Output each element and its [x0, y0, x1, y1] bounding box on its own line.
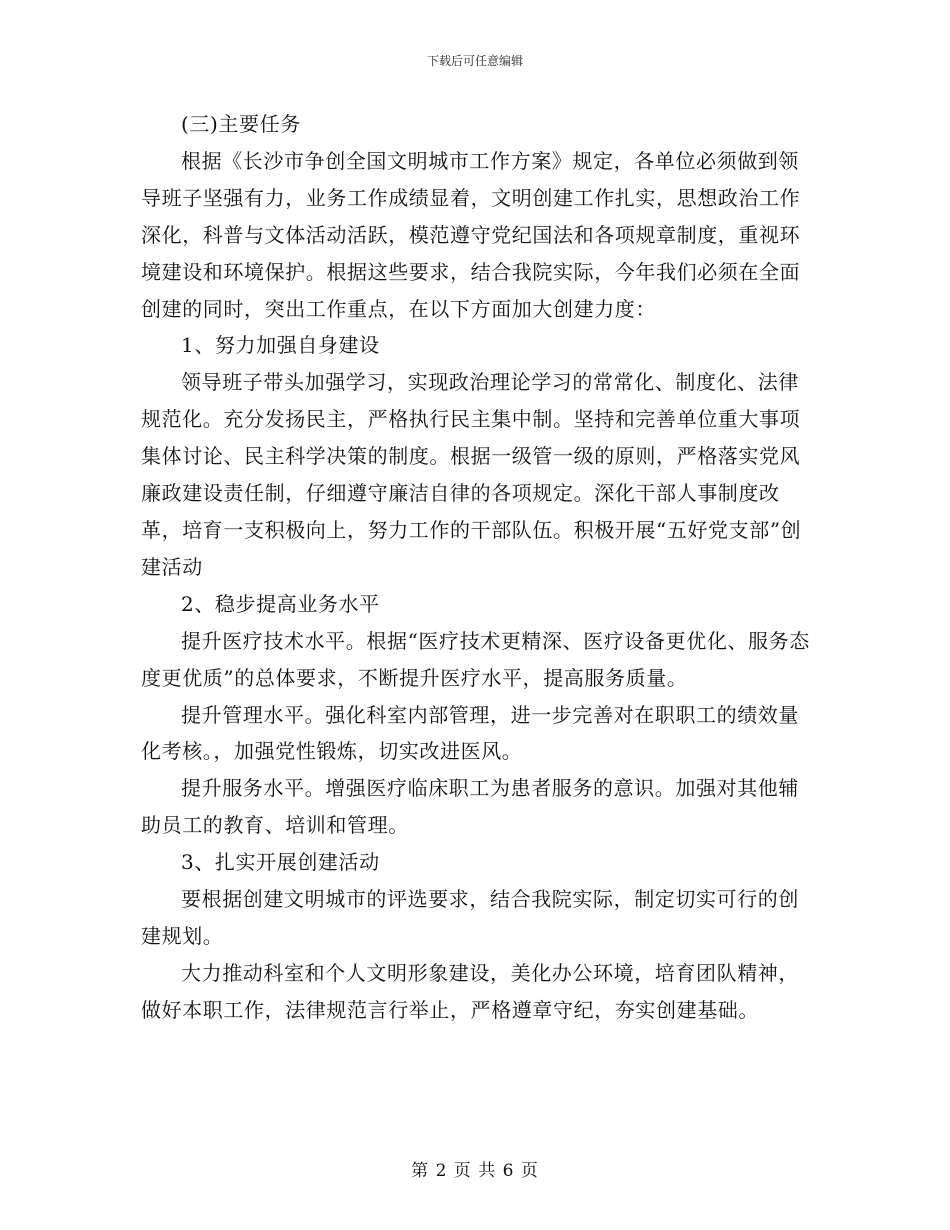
paragraph-intro: 根据《长沙市争创全国文明城市工作方案》规定，各单位必须做到领导班子坚强有力，业务工作成绩显着，文明创建工作扎实，思想政治工作深化，科普与文体活动活跃，模范遵守党纪国法和各项规章制度，重视环境建设和环境保护。根据这些要求，结合我院实际，今年我们必须在全面创建的同时，突出工作重点，在以下方面加大创建力度：: [141, 148, 801, 321]
paragraph-plan: 要根据创建文明城市的评选要求，结合我院实际，制定切实可行的创建规划。: [141, 887, 799, 948]
paragraph-image-building: 大力推动科室和个人文明形象建设，美化办公环境，培育团队精神，做好本职工作，法律规范言行举止，严格遵章守纪，夯实创建基础。: [141, 960, 799, 1022]
subheading-business-level: 2、稳步提高业务水平: [181, 591, 380, 616]
subheading-creation-activities: 3、扎实开展创建活动: [181, 850, 380, 875]
paragraph-leadership: 领导班子带头加强学习，实现政治理论学习的常常化、制度化、法律规范化。充分发扬民主，严格执行民主集中制。坚持和完善单位重大事项集体讨论、民主科学决策的制度。根据一级管一级的原则，严格落实党风廉政建设责任制，仔细遵守廉洁自律的各项规定。深化干部人事制度改革，培育一支积极向上，努力工作的干部队伍。积极开展“五好党支部”创建活动: [141, 370, 802, 579]
page-number-footer: 第 2 页 共 6 页: [411, 1161, 539, 1181]
page-header-note: 下载后可任意编辑: [426, 54, 523, 68]
section-heading-main-tasks: (三)主要任务: [181, 112, 301, 136]
subheading-self-building: 1、努力加强自身建设: [181, 333, 380, 358]
document-body: [141, 106, 811, 1029]
paragraph-management: 提升管理水平。强化科室内部管理，进一步完善对在职职工的绩效量化考核。，加强党性锻炼，切实改进医风。: [141, 702, 799, 764]
paragraph-service: 提升服务水平。增强医疗临床职工为患者服务的意识。加强对其他辅助员工的教育、培训和管理。: [141, 776, 799, 838]
paragraph-medical-tech: 提升医疗技术水平。根据“医疗技术更精深、医疗设备更优化、服务态度更优质”的总体要求，不断提升医疗水平，提高服务质量。: [141, 628, 810, 690]
